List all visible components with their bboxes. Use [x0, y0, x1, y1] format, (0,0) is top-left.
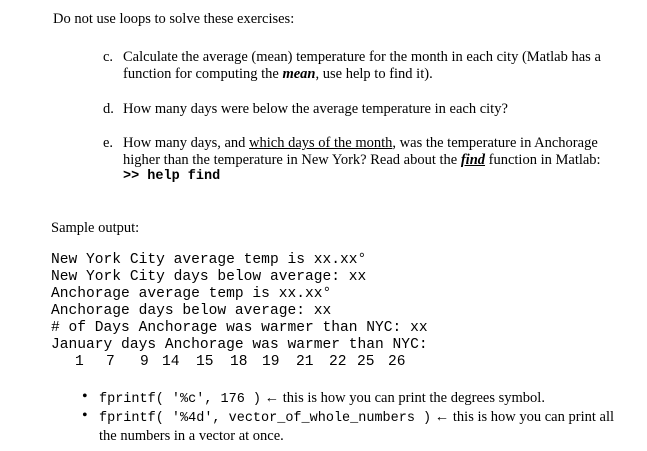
sample-output-label: Sample output:: [51, 220, 140, 236]
which-days-underlined: which days of the month: [249, 135, 393, 151]
day-number: 25: [357, 354, 375, 370]
output-line: January days Anchorage was warmer than NYC:: [51, 337, 428, 353]
output-line: New York City average temp is xx.xx°: [51, 252, 367, 268]
help-find-code: >> help find: [123, 169, 221, 184]
day-number: 14: [162, 354, 180, 370]
output-line: Anchorage average temp is xx.xx°: [51, 286, 332, 302]
bullet-item: fprintf( '%4d', vector_of_whole_numbers ) ← this is how you can print all: [99, 409, 614, 426]
day-number: 18: [230, 354, 248, 370]
find-keyword: find: [460, 152, 486, 168]
day-number: 21: [296, 354, 314, 370]
bullet-dot: •: [82, 407, 88, 424]
day-number: 19: [262, 354, 280, 370]
bullet-item: fprintf( '%c', 176 ) ← this is how you can print the degrees symbol.: [99, 390, 545, 407]
exercise-letter: c.: [103, 49, 114, 65]
output-line: New York City days below average: xx: [51, 269, 367, 285]
mean-keyword: mean: [282, 66, 316, 82]
exercise-text-line: higher than the temperature in New York? Read about the find function in Matlab:: [123, 152, 601, 168]
output-line: # of Days Anchorage was warmer than NYC: xx: [51, 320, 428, 336]
exercise-letter: d.: [103, 101, 114, 117]
instructions-heading: Do not use loops to solve these exercises:: [53, 11, 295, 27]
fprintf-degree-code: fprintf( '%c', 176 ): [99, 392, 262, 407]
exercise-text-line: How many days were below the average temperature in each city?: [123, 101, 508, 117]
exercise-text-line: function for computing the mean, use help to find it).: [123, 66, 433, 82]
bullet-dot: •: [82, 388, 88, 405]
day-number: 1: [75, 354, 84, 370]
fprintf-vector-code: fprintf( '%4d', vector_of_whole_numbers ): [99, 411, 432, 426]
output-line: Anchorage days below average: xx: [51, 303, 332, 319]
day-number: 7: [106, 354, 115, 370]
day-number: 9: [140, 354, 149, 370]
exercise-text-line: How many days, and which days of the month, was the temperature in Anchorage: [123, 135, 598, 151]
exercise-letter: e.: [103, 135, 114, 151]
day-number: 15: [196, 354, 214, 370]
day-number: 26: [388, 354, 406, 370]
exercise-text-line: Calculate the average (mean) temperature for the month in each city (Matlab has a: [123, 49, 601, 65]
day-number: 22: [329, 354, 347, 370]
bullet-item-continuation: the numbers in a vector at once.: [99, 428, 284, 444]
